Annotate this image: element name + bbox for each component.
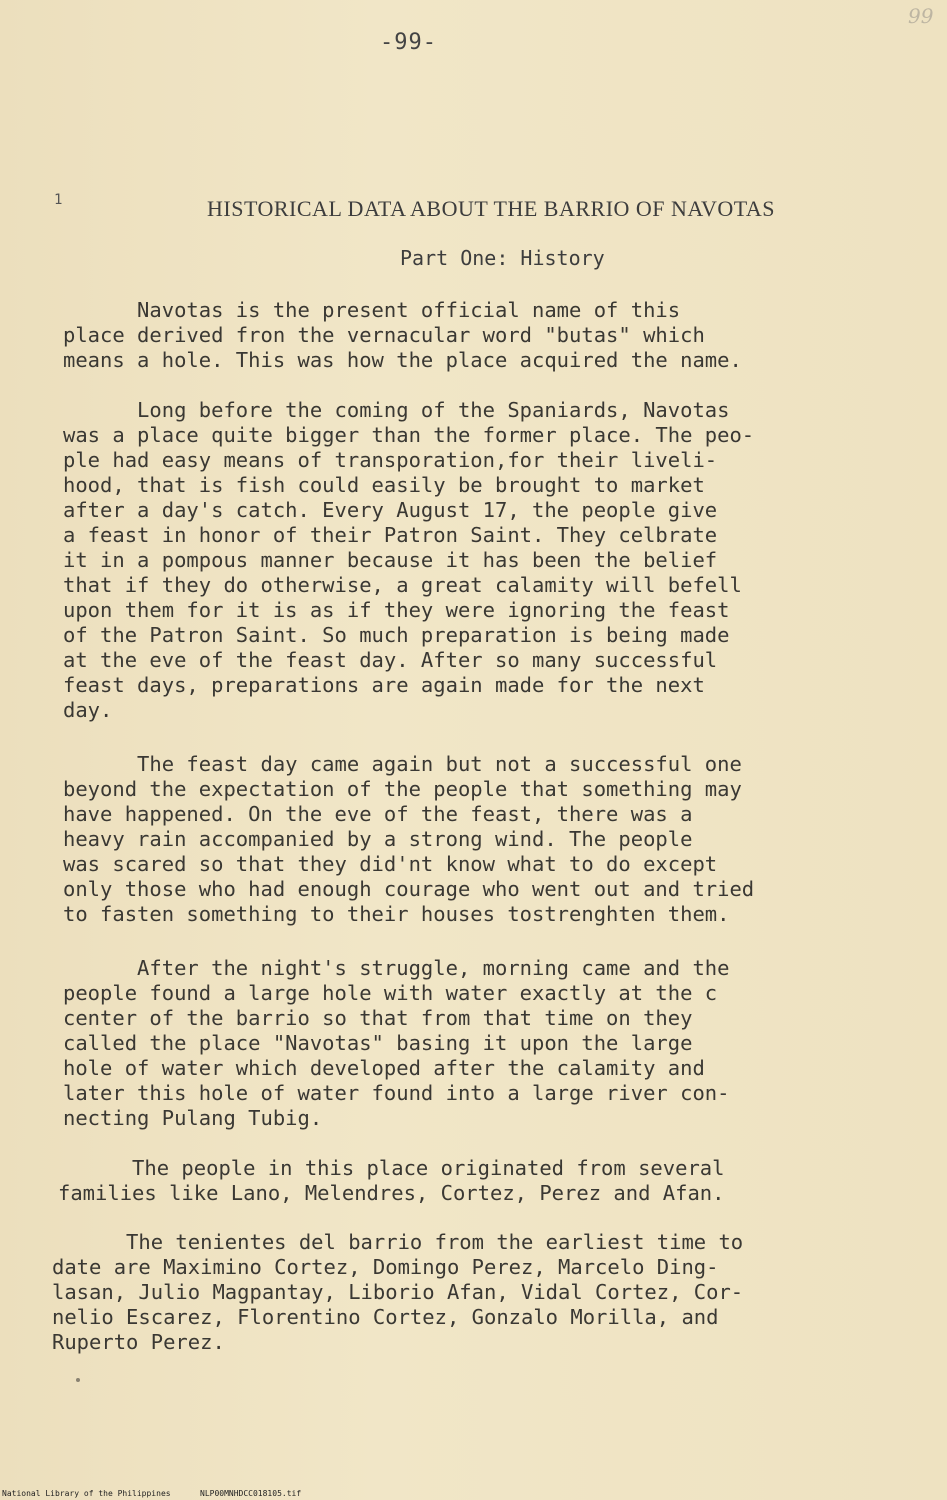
paragraph-feast-history: Long before the coming of the Spaniards, Navotas was a place quite bigger than the former place. The peo- ple had easy means of transporation,for their liveli- hood, that is fish could easily be brought to market after a day's catch. Every August 17, the people give a feast in honor of their Patron Saint. They celbrate it in a pompous manner because it has been the belief that if they do otherwise, a great calamity will befell upon them for it is as if they were ignoring the feast of the Patron Saint. So much preparation is being made at the eve of the feast day. After so many successful feast days, preparations are again made for the next day. xyxy=(63,398,755,722)
page-number: -99- xyxy=(380,30,437,55)
ink-dot xyxy=(76,1378,80,1382)
paragraph-hole-discovery: After the night's struggle, morning came and the people found a large hole with water exactly at the c center of the barrio so that from that time on they called the place "Navotas" basing it upon the large hole of water which developed after the calamity and later this hole of water found into a large river con- necting Pulang Tubig. xyxy=(63,956,730,1130)
paragraph-calamity: The feast day came again but not a successful one beyond the expectation of the people that something may have happened. On the eve of the feast, there was a heavy rain accompanied by a strong wind. The people was scared so that they did'nt know what to do except only those who had enough courage who went out and tried to fasten something to their houses tostrenghten them. xyxy=(63,752,755,926)
margin-mark: 1 xyxy=(54,192,63,208)
paragraph-families: The people in this place originated from several families like Lano, Melendres, Cortez, Perez and Afan. xyxy=(58,1156,725,1205)
paragraph-name-origin: Navotas is the present official name of this place derived fron the vernacular word "butas" which means a hole. This was how the place acquired the name. xyxy=(63,298,742,372)
footer-library-name: National Library of the Philippines xyxy=(2,1489,171,1498)
pencil-page-mark: 99 xyxy=(908,4,934,28)
document-title: HISTORICAL DATA ABOUT THE BARRIO OF NAVOTAS xyxy=(207,196,776,221)
paragraph-tenientes: The tenientes del barrio from the earliest time to date are Maximino Cortez, Domingo Perez, Marcelo Ding- lasan, Julio Magpantay, Liborio Afan, Vidal Cortez, Cor- nelio Escarez, Florentino Cortez, Gonzalo Morilla, and Ruperto Perez. xyxy=(52,1230,744,1354)
footer-file-id: NLP00MNHDCC018105.tif xyxy=(200,1489,302,1498)
section-heading: Part One: History xyxy=(400,246,605,270)
